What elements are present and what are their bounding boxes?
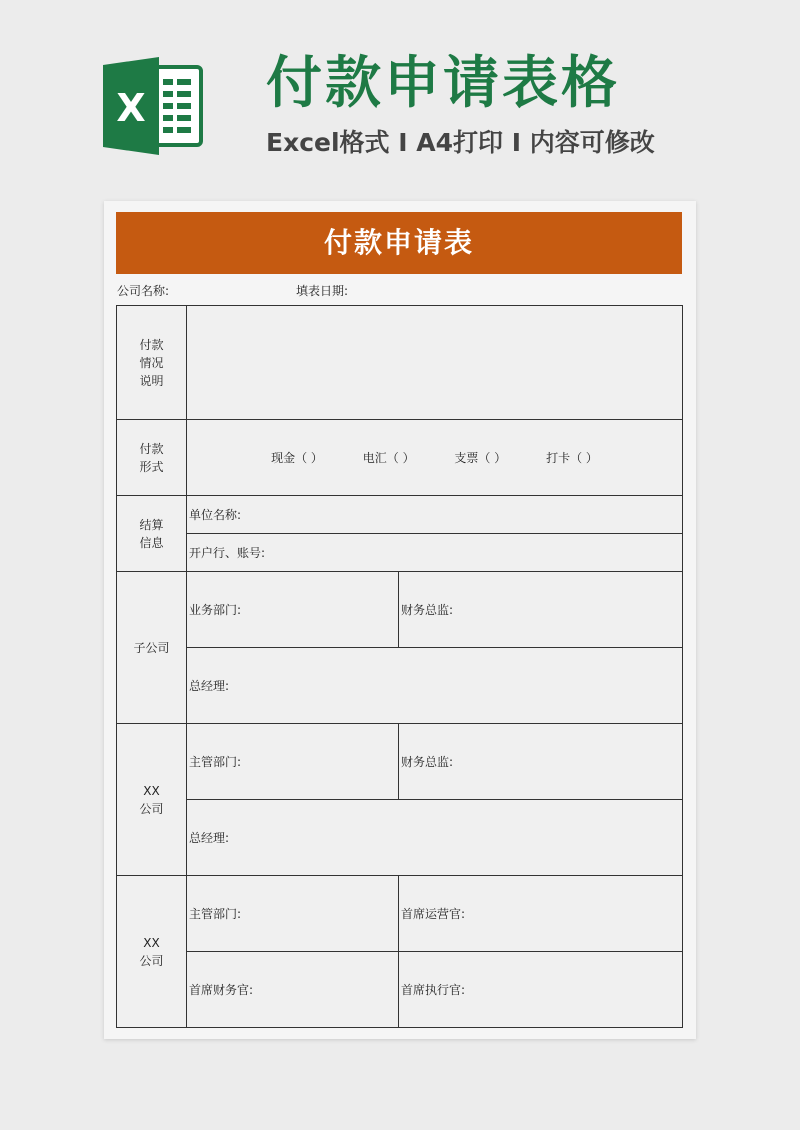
- ceo-field[interactable]: 首席执行官:: [399, 952, 683, 1028]
- xx-company-label: XX 公司: [117, 724, 187, 876]
- xx2-dept-field[interactable]: 主管部门:: [187, 876, 399, 952]
- company-name-label: 公司名称:: [117, 284, 170, 298]
- cfo-field[interactable]: 首席财务官:: [187, 952, 399, 1028]
- page-title: 付款申请表格: [266, 51, 620, 116]
- option-card[interactable]: 打卡（ ）: [546, 451, 598, 465]
- payment-form-table: [116, 305, 683, 1028]
- xx1-dept-field[interactable]: 主管部门:: [187, 724, 399, 800]
- business-dept-field[interactable]: 业务部门:: [187, 572, 399, 648]
- option-cash[interactable]: 现金（ ）: [271, 451, 323, 465]
- option-wire[interactable]: 电汇（ ）: [362, 451, 415, 465]
- page-subtitle: Excel格式 Ⅰ A4打印 Ⅰ 内容可修改: [266, 128, 655, 157]
- payment-method-options: [187, 420, 683, 496]
- form-header: 付款申请表: [116, 212, 682, 274]
- subsidiary-label: 子公司: [117, 572, 187, 724]
- bank-account-field[interactable]: 开户行、账号:: [187, 534, 683, 572]
- payment-desc-label: 付款 情况 说明: [117, 306, 187, 420]
- settlement-label: 结算 信息: [117, 496, 187, 572]
- coo-field[interactable]: 首席运营官:: [399, 876, 683, 952]
- excel-logo-letter: X: [116, 86, 146, 130]
- excel-logo-icon: [103, 57, 203, 155]
- xx2-company-label: XX 公司: [117, 876, 187, 1028]
- fill-date-label: 填表日期:: [296, 284, 349, 298]
- general-manager-field[interactable]: 总经理:: [187, 648, 683, 724]
- option-check[interactable]: 支票（ ）: [454, 451, 507, 465]
- payment-desc-field[interactable]: [187, 306, 683, 420]
- xx1-general-manager-field[interactable]: 总经理:: [187, 800, 683, 876]
- finance-director-field[interactable]: 财务总监:: [399, 572, 683, 648]
- xx1-finance-director-field[interactable]: 财务总监:: [399, 724, 683, 800]
- unit-name-field[interactable]: 单位名称:: [187, 496, 683, 534]
- payment-method-label: 付款 形式: [117, 420, 187, 496]
